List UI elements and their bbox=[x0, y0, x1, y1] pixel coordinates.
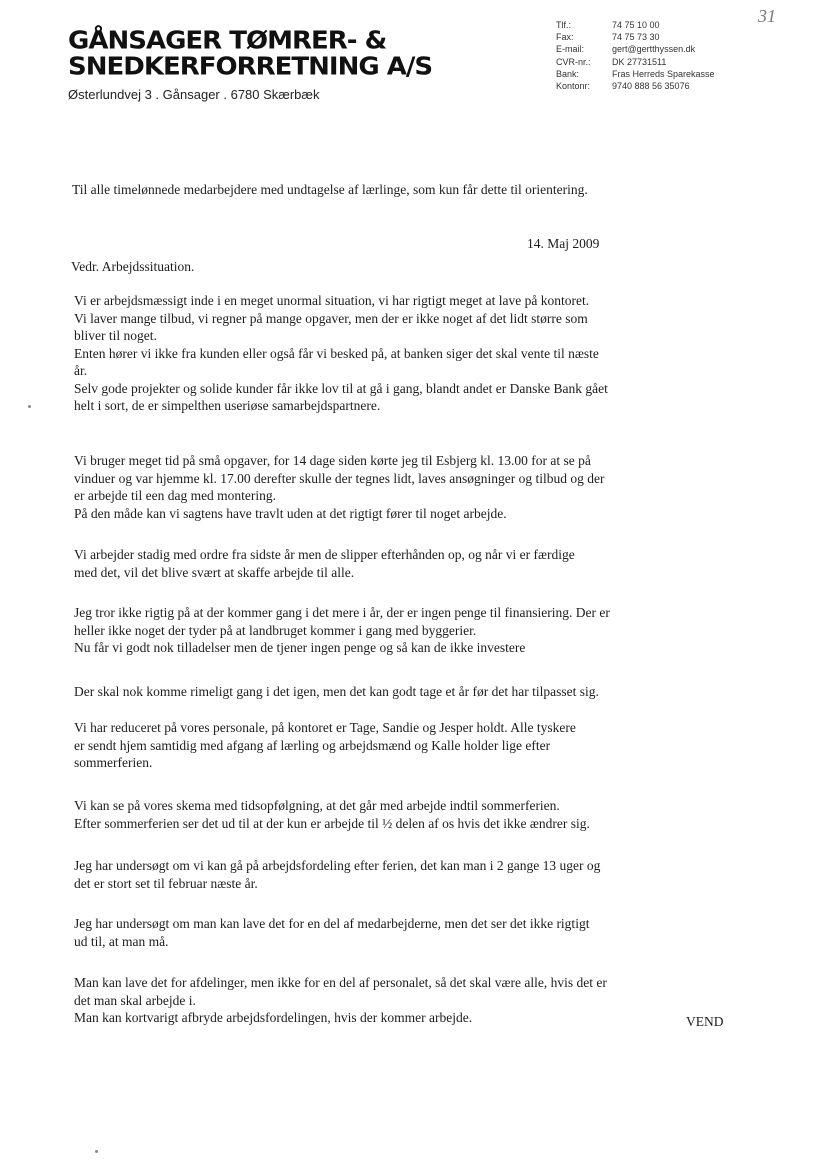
paragraph-line: Vi er arbejdsmæssigt inde i en meget unormal situation, vi har rigtigt meget at lave på kontoret. bbox=[74, 293, 590, 308]
contact-block bbox=[556, 20, 715, 93]
letter-paragraph bbox=[74, 974, 744, 1027]
company-address: Østerlundvej 3 . Gånsager . 6780 Skærbæk bbox=[68, 87, 320, 102]
contact-label: Fax: bbox=[556, 32, 574, 43]
paragraph-line: Jeg har undersøgt om man kan lave det for en del af medarbejderne, men det ser det ikke rigtigt bbox=[74, 916, 590, 931]
contact-label: Bank: bbox=[556, 68, 580, 79]
paragraph-line: Enten hører vi ikke fra kunden eller også får vi besked på, at banken siger det skal vente til næste bbox=[74, 345, 599, 361]
letter-paragraph bbox=[74, 292, 744, 415]
turn-over-note: VEND bbox=[686, 1014, 724, 1029]
letter-paragraph bbox=[74, 719, 744, 772]
contact-value: gert@gertthyssen.dk bbox=[612, 44, 696, 55]
letter-paragraph bbox=[74, 452, 744, 522]
paragraph-line: er arbejde til een dag med montering. bbox=[74, 488, 277, 503]
paragraph-line: det man skal arbejde i. bbox=[74, 992, 196, 1008]
contact-row bbox=[556, 32, 715, 44]
paragraph-line: bliver til noget. bbox=[74, 328, 157, 343]
paragraph-line: er sendt hjem samtidig med afgang af lærling og arbejdsmænd og Kalle holder lige efter bbox=[74, 737, 551, 753]
paragraph-line: år. bbox=[74, 363, 88, 378]
contact-label: Kontonr: bbox=[556, 80, 591, 91]
paragraph-line: Man kan kortvarigt afbryde arbejdsfordelingen, hvis der kommer arbejde. bbox=[74, 1010, 473, 1025]
paragraph-line: Selv gode projekter og solide kunder får ikke lov til at gå i gang, blandt andet er Danske Bank gået bbox=[74, 380, 608, 396]
contact-label: CVR-nr.: bbox=[556, 56, 591, 67]
contact-row bbox=[556, 44, 715, 56]
paragraph-line: Efter sommerferien ser det ud til at der kun er arbejde til ½ delen af os hvis det ikke ændrer sig. bbox=[74, 815, 590, 831]
paragraph-line: Vi har reduceret på vores personale, på kontoret er Tage, Sandie og Jesper holdt. Alle tyskere bbox=[74, 720, 576, 735]
paragraph-line: Nu får vi godt nok tilladelser men de tjener ingen penge og så kan de ikke investere bbox=[74, 640, 526, 655]
letter-paragraph bbox=[74, 797, 744, 832]
paragraph-line: Vi arbejder stadig med ordre fra sidste år men de slipper efterhånden op, og når vi er færdige bbox=[74, 547, 575, 562]
letter-paragraph bbox=[74, 683, 744, 701]
letter-intro: Til alle timelønnede medarbejdere med undtagelse af lærlinge, som kun får dette til orientering. bbox=[72, 182, 588, 197]
paragraph-line: Der skal nok komme rimeligt gang i det igen, men det kan godt tage et år før det har tilpasset sig. bbox=[74, 684, 599, 699]
paragraph-line: helt i sort, de er simpelthen useriøse samarbejdspartnere. bbox=[74, 398, 381, 413]
letter-subject: Vedr. Arbejdssituation. bbox=[71, 259, 195, 274]
contact-label: E-mail: bbox=[556, 44, 585, 55]
letter-paragraph bbox=[74, 915, 744, 950]
paragraph-line: Vi laver mange tilbud, vi regner på mange opgaver, men der er ikke noget af det lidt større som bbox=[74, 310, 588, 326]
paragraph-line: med det, vil det blive svært at skaffe arbejde til alle. bbox=[74, 564, 355, 580]
paragraph-line: Man kan lave det for afdelinger, men ikke for en del af personalet, så det skal være alle, hvis det er bbox=[74, 975, 607, 990]
contact-row bbox=[556, 57, 715, 69]
contact-value: 74 75 10 00 bbox=[612, 20, 660, 30]
contact-row bbox=[556, 81, 715, 93]
letter-paragraph bbox=[74, 604, 744, 657]
paragraph-line: heller ikke noget der tyder på at landbruget kommer i gang med byggerier. bbox=[74, 622, 477, 638]
paragraph-line: Vi kan se på vores skema med tidsopfølgning, at det går med arbejde indtil sommerferien. bbox=[74, 798, 560, 813]
scan-speck bbox=[28, 405, 31, 408]
letter-paragraph bbox=[74, 546, 744, 581]
contact-row bbox=[556, 69, 715, 81]
paragraph-line: vinduer og var hjemme kl. 17.00 derefter skulle der tegnes lidt, laves ansøgninger og tilbud og der bbox=[74, 470, 605, 486]
paragraph-line: Vi bruger meget tid på små opgaver, for 14 dage siden kørte jeg til Esbjerg kl. 13.00 for at se på bbox=[74, 453, 591, 468]
paragraph-line: På den måde kan vi sagtens have travlt uden at det rigtigt fører til noget arbejde. bbox=[74, 505, 507, 521]
scan-speck bbox=[95, 1150, 98, 1153]
contact-value: 74 75 73 30 bbox=[612, 32, 660, 43]
letter-date: 14. Maj 2009 bbox=[527, 236, 600, 251]
paragraph-line: det er stort set til februar næste år. bbox=[74, 875, 258, 891]
company-logo-line1: GÅNSAGER TØMRER- & bbox=[68, 26, 387, 56]
paragraph-line: Jeg har undersøgt om vi kan gå på arbejdsfordeling efter ferien, det kan man i 2 gange 13 uger og bbox=[74, 858, 601, 873]
contact-value: Fras Herreds Sparekasse bbox=[612, 68, 715, 79]
letter-paragraph bbox=[74, 857, 744, 892]
paragraph-line: Jeg tror ikke rigtig på at der kommer gang i det mere i år, der er ingen penge til finansiering. Der er bbox=[74, 605, 610, 620]
contact-row bbox=[556, 20, 715, 32]
handwritten-page-number: 31 bbox=[758, 6, 776, 26]
paragraph-line: ud til, at man må. bbox=[74, 933, 169, 949]
contact-value: DK 27731511 bbox=[612, 56, 667, 67]
contact-value: 9740 888 56 35076 bbox=[612, 80, 690, 91]
paragraph-line: sommerferien. bbox=[74, 755, 153, 770]
contact-label: Tlf.: bbox=[556, 20, 571, 30]
company-logo-line2: SNEDKERFORRETNING A/S bbox=[68, 52, 433, 82]
